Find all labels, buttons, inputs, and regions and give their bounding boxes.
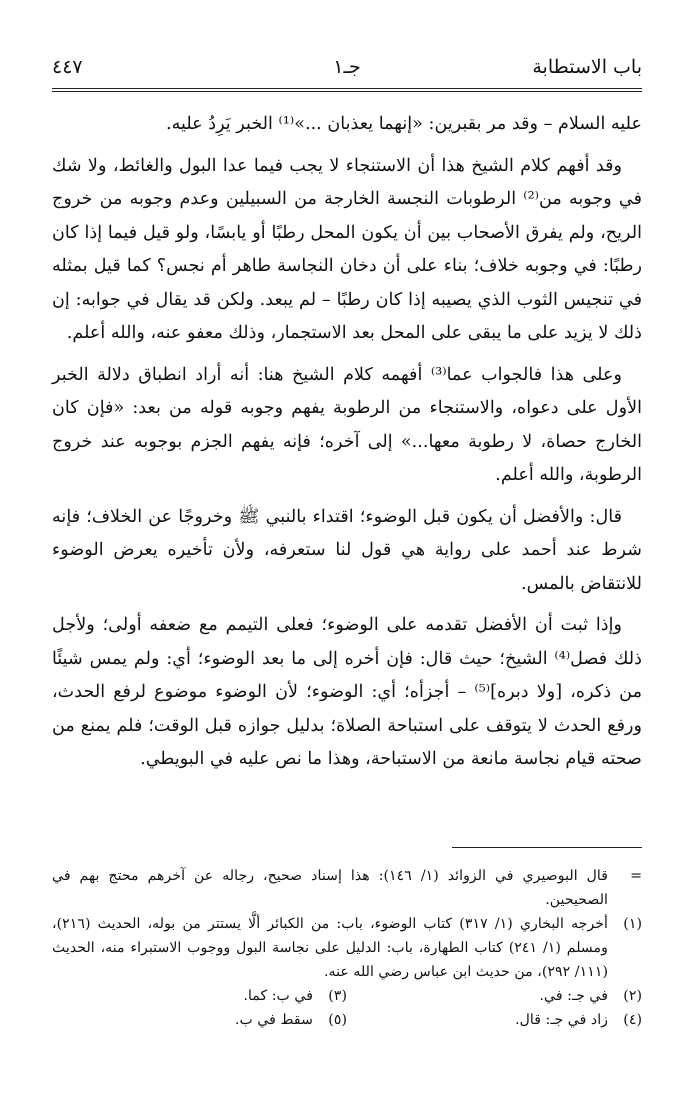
book-page: [52, 52, 642, 1052]
footnote-text: سقط في ب.: [234, 1012, 313, 1028]
paragraph: وإذا ثبت أن الأفضل تقدمه على الوضوء؛ فعلى التيمم مع ضعفه أولى؛ ولأجل ذلك فصل⁽⁴⁾ الشيخ؛ حيث قال: فإن أخره إلى ما بعد الوضوء؛ أي: ولم يمس شيئًا من ذكره، [ولا دبره]⁽⁵⁾ – أجزأه؛ أي: الوضوء؛ لأن الوضوء موضوع لرفع الحدث، ورفع الحدث لا يتوقف على استباحة الصلاة؛ بدليل جوازه قبل الوقت؛ فلم يمنع من صحته قيام نجاسة مانعة من الاستباحة، وهذا ما نص عليه في البويطي.: [52, 615, 642, 769]
header-rule-bottom: [52, 91, 642, 92]
footnote-text: في ب: كما.: [243, 988, 313, 1004]
footnote-marker: =: [630, 868, 642, 884]
footnote-separator: [452, 847, 642, 848]
header-rule-top: [52, 88, 642, 89]
footnotes: [52, 864, 642, 1032]
page-header: [52, 52, 642, 86]
footnote-2: [347, 984, 642, 1008]
footnote-number: (٢): [623, 988, 642, 1004]
footnote-text: أخرجه البخاري (١/ ٣١٧) كتاب الوضوء، باب: من الكبائر ألَّا يستتر من بوله، الحديث (٢١٦)، ومسلم (١/ ٢٤١) كتاب الطهارة، باب: الدليل على نجاسة البول ووجوب الاستبراء منه، الحديث (١١١/ ٢٩٢)، من حديث ابن عباس رضي الله عنه.: [52, 916, 609, 980]
footnote-row: [52, 984, 642, 1008]
page-number: ٤٤٧: [52, 56, 83, 78]
paragraph: وقد أفهم كلام الشيخ هذا أن الاستنجاء لا يجب فيما عدا البول والغائط، ولا شك في وجوبه من⁽²⁾ الرطوبات النجسة الخارجة من السبيلين وعدم وجوبه من خروج الريح، ولم يفرق الأصحاب بين أن يكون المحل رطبًا أو يابسًا، ولو قيل فيما إذا كان رطبًا: في وجوبه خلاف؛ بناء على أن دخان النجاسة طاهر أم نجس؟ كما قيل بمثله في تنجيس الثوب الذي يصيبه إذا كان رطبًا – لم يبعد. ولكن قد يقال في جوابه: إن ذلك لا يزيد على ما يبقى على المحل بعد الاستجمار، وذلك معفو عنه، والله أعلم.: [52, 155, 642, 343]
footnote-4: [347, 1008, 642, 1032]
paragraph: وعلى هذا فالجواب عما⁽³⁾ أفهمه كلام الشيخ هنا: أنه أراد انطباق دلالة الخبر الأول على دعواه، والاستنجاء من الرطوبة يفهم وجوبه قوله من بعد: «فإن كان الخارج حصاة، لا رطوبة معها...» إلى آخره؛ فإنه يفهم الجزم بوجوبه عند خروج الرطوبة، والله أعلم.: [52, 364, 642, 485]
footnote-text: زاد في جـ: قال.: [515, 1012, 608, 1028]
footnote-row: [52, 1008, 642, 1032]
footnote-number: (٤): [623, 1012, 642, 1028]
footnote-1: [52, 912, 642, 984]
paragraph: قال: والأفضل أن يكون قبل الوضوء؛ اقتداء بالنبي ﷺ وخروجًا عن الخلاف؛ فإنه شرط عند أحمد على رواية هي قول لنا ستعرفه، ولأن تأخيره يعرض الوضوء للانتقاض بالمس.: [52, 506, 642, 594]
footnote-text: قال البوصيري في الزوائد (١/ ١٤٦): هذا إسناد صحيح، رجاله عن آخرهم محتج بهم في الصحيحين.: [52, 868, 609, 908]
footnote-3: [52, 984, 347, 1008]
footnote-number: (٥): [328, 1012, 347, 1028]
footnote-number: (١): [623, 916, 642, 932]
footnote-text: في جـ: في.: [539, 988, 608, 1004]
main-text: [52, 108, 642, 785]
footnote-5: [52, 1008, 347, 1032]
chapter-title: باب الاستطابة: [532, 56, 642, 78]
footnote-continuation: [52, 864, 642, 912]
volume-label: جـ١: [333, 56, 361, 78]
footnote-number: (٣): [328, 988, 347, 1004]
paragraph: عليه السلام – وقد مر بقبرين: «إنهما يعذبان ...»⁽¹⁾ الخبر يَرِدُ عليه.: [166, 114, 642, 134]
